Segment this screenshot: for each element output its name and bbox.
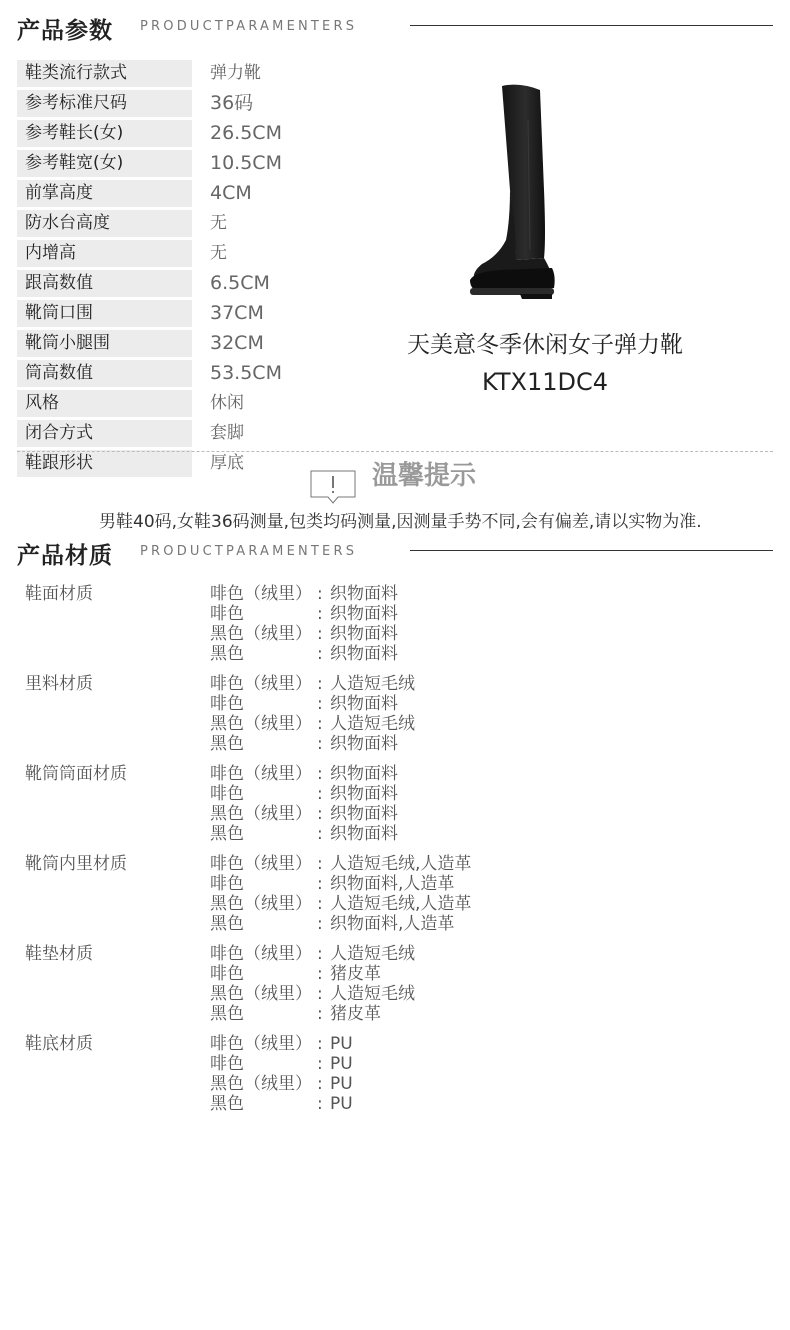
material-value: 织物面料 (330, 784, 398, 804)
material-color: 啡色 (210, 874, 244, 894)
dashed-divider (17, 451, 773, 452)
param-row (17, 450, 347, 477)
colon: : (317, 674, 323, 694)
param-label: 靴筒小腿围 (17, 330, 192, 357)
material-value: 织物面料,人造革 (330, 874, 455, 894)
material-value: 织物面料 (330, 694, 398, 714)
param-value: 37CM (210, 302, 264, 324)
material-group (0, 854, 790, 934)
material-color: 黑色（绒里） (210, 1074, 312, 1094)
material-color: 啡色（绒里） (210, 674, 312, 694)
material-value: 织物面料,人造革 (330, 914, 455, 934)
param-row (17, 360, 347, 387)
param-label: 鞋类流行款式 (17, 60, 192, 87)
material-color: 黑色 (210, 734, 244, 754)
material-value: PU (330, 1074, 353, 1094)
param-value: 厚底 (210, 453, 244, 473)
param-value: 弹力靴 (210, 63, 261, 83)
param-row (17, 390, 347, 417)
material-value: 织物面料 (330, 804, 398, 824)
colon: : (317, 694, 323, 714)
material-group (0, 584, 790, 664)
param-value: 4CM (210, 182, 252, 204)
param-row (17, 60, 347, 87)
materials-section-subtitle: PRODUCTPARAMENTERS (140, 544, 358, 559)
param-value: 10.5CM (210, 152, 282, 174)
material-value: PU (330, 1094, 353, 1114)
param-value: 套脚 (210, 423, 244, 443)
param-row (17, 300, 347, 327)
material-value: 织物面料 (330, 764, 398, 784)
product-name: 天美意冬季休闲女子弹力靴 (407, 332, 683, 358)
material-color: 啡色 (210, 964, 244, 984)
param-label: 内增高 (17, 240, 192, 267)
material-group (0, 1034, 790, 1114)
material-group (0, 944, 790, 1024)
params-section-divider (410, 25, 773, 26)
material-color: 黑色 (210, 1094, 244, 1114)
material-color: 黑色（绒里） (210, 984, 312, 1004)
material-value: PU (330, 1034, 353, 1054)
param-label: 风格 (17, 390, 192, 417)
material-value: 织物面料 (330, 584, 398, 604)
colon: : (317, 784, 323, 804)
materials-section-header (0, 537, 790, 573)
material-color: 啡色（绒里） (210, 1034, 312, 1054)
material-label: 靴筒筒面材质 (25, 764, 127, 784)
boot-product-image (460, 80, 560, 305)
material-label: 靴筒内里材质 (25, 854, 127, 874)
param-row (17, 180, 347, 207)
colon: : (317, 604, 323, 624)
param-row (17, 270, 347, 297)
material-color: 黑色 (210, 824, 244, 844)
material-value: 人造短毛绒 (330, 944, 415, 964)
material-value: 织物面料 (330, 604, 398, 624)
colon: : (317, 624, 323, 644)
colon: : (317, 804, 323, 824)
material-value: 人造短毛绒 (330, 674, 415, 694)
material-color: 啡色 (210, 784, 244, 804)
material-group (0, 764, 790, 844)
material-color: 黑色 (210, 1004, 244, 1024)
param-label: 参考标准尺码 (17, 90, 192, 117)
tip-text: 男鞋40码,女鞋36码测量,包类均码测量,因测量手势不同,会有偏差,请以实物为准. (99, 512, 702, 532)
colon: : (317, 944, 323, 964)
params-section-title: 产品参数 (17, 18, 113, 44)
material-color: 黑色 (210, 914, 244, 934)
param-label: 筒高数值 (17, 360, 192, 387)
colon: : (317, 874, 323, 894)
colon: : (317, 584, 323, 604)
param-value: 32CM (210, 332, 264, 354)
colon: : (317, 1034, 323, 1054)
param-row (17, 90, 347, 117)
param-label: 参考鞋宽(女) (17, 150, 192, 177)
material-value: 人造短毛绒,人造革 (330, 894, 472, 914)
param-value: 休闲 (210, 393, 244, 413)
params-section-header (0, 12, 790, 48)
colon: : (317, 764, 323, 784)
material-color: 啡色 (210, 1054, 244, 1074)
material-value: 织物面料 (330, 824, 398, 844)
notice-icon (310, 470, 356, 504)
material-color: 黑色（绒里） (210, 804, 312, 824)
material-value: 人造短毛绒 (330, 714, 415, 734)
materials-section-title: 产品材质 (17, 543, 113, 569)
colon: : (317, 894, 323, 914)
product-code: KTX11DC4 (481, 368, 609, 396)
material-color: 黑色（绒里） (210, 894, 312, 914)
material-group (0, 674, 790, 754)
material-value: 织物面料 (330, 644, 398, 664)
material-color: 黑色 (210, 644, 244, 664)
colon: : (317, 1004, 323, 1024)
material-color: 啡色（绒里） (210, 944, 312, 964)
material-label: 鞋面材质 (25, 584, 93, 604)
material-color: 黑色（绒里） (210, 624, 312, 644)
material-color: 啡色（绒里） (210, 584, 312, 604)
materials-section-divider (410, 550, 773, 551)
material-label: 里料材质 (25, 674, 93, 694)
material-value: PU (330, 1054, 353, 1074)
colon: : (317, 714, 323, 734)
tip-title: 温馨提示 (372, 461, 477, 491)
colon: : (317, 984, 323, 1004)
colon: : (317, 1094, 323, 1114)
param-row (17, 330, 347, 357)
material-value: 人造短毛绒 (330, 984, 415, 1004)
material-value: 织物面料 (330, 734, 398, 754)
colon: : (317, 964, 323, 984)
material-color: 啡色 (210, 604, 244, 624)
param-value: 6.5CM (210, 272, 270, 294)
param-label: 鞋跟形状 (17, 450, 192, 477)
material-color: 啡色 (210, 694, 244, 714)
material-label: 鞋垫材质 (25, 944, 93, 964)
colon: : (317, 1054, 323, 1074)
param-row (17, 420, 347, 447)
colon: : (317, 644, 323, 664)
material-label: 鞋底材质 (25, 1034, 93, 1054)
param-row (17, 210, 347, 237)
param-value: 无 (210, 243, 227, 263)
param-label: 前掌高度 (17, 180, 192, 207)
material-value: 猪皮革 (330, 964, 381, 984)
colon: : (317, 914, 323, 934)
material-value: 人造短毛绒,人造革 (330, 854, 472, 874)
params-section-subtitle: PRODUCTPARAMENTERS (140, 19, 358, 34)
param-value: 26.5CM (210, 122, 282, 144)
param-label: 参考鞋长(女) (17, 120, 192, 147)
material-color: 黑色（绒里） (210, 714, 312, 734)
colon: : (317, 854, 323, 874)
param-label: 靴筒口围 (17, 300, 192, 327)
param-value: 36码 (210, 92, 254, 114)
param-value: 53.5CM (210, 362, 282, 384)
material-color: 啡色（绒里） (210, 854, 312, 874)
param-label: 防水台高度 (17, 210, 192, 237)
param-label: 闭合方式 (17, 420, 192, 447)
param-row (17, 120, 347, 147)
colon: : (317, 824, 323, 844)
material-color: 啡色（绒里） (210, 764, 312, 784)
material-value: 织物面料 (330, 624, 398, 644)
material-value: 猪皮革 (330, 1004, 381, 1024)
param-row (17, 150, 347, 177)
param-row (17, 240, 347, 267)
colon: : (317, 734, 323, 754)
param-label: 跟高数值 (17, 270, 192, 297)
colon: : (317, 1074, 323, 1094)
param-value: 无 (210, 213, 227, 233)
